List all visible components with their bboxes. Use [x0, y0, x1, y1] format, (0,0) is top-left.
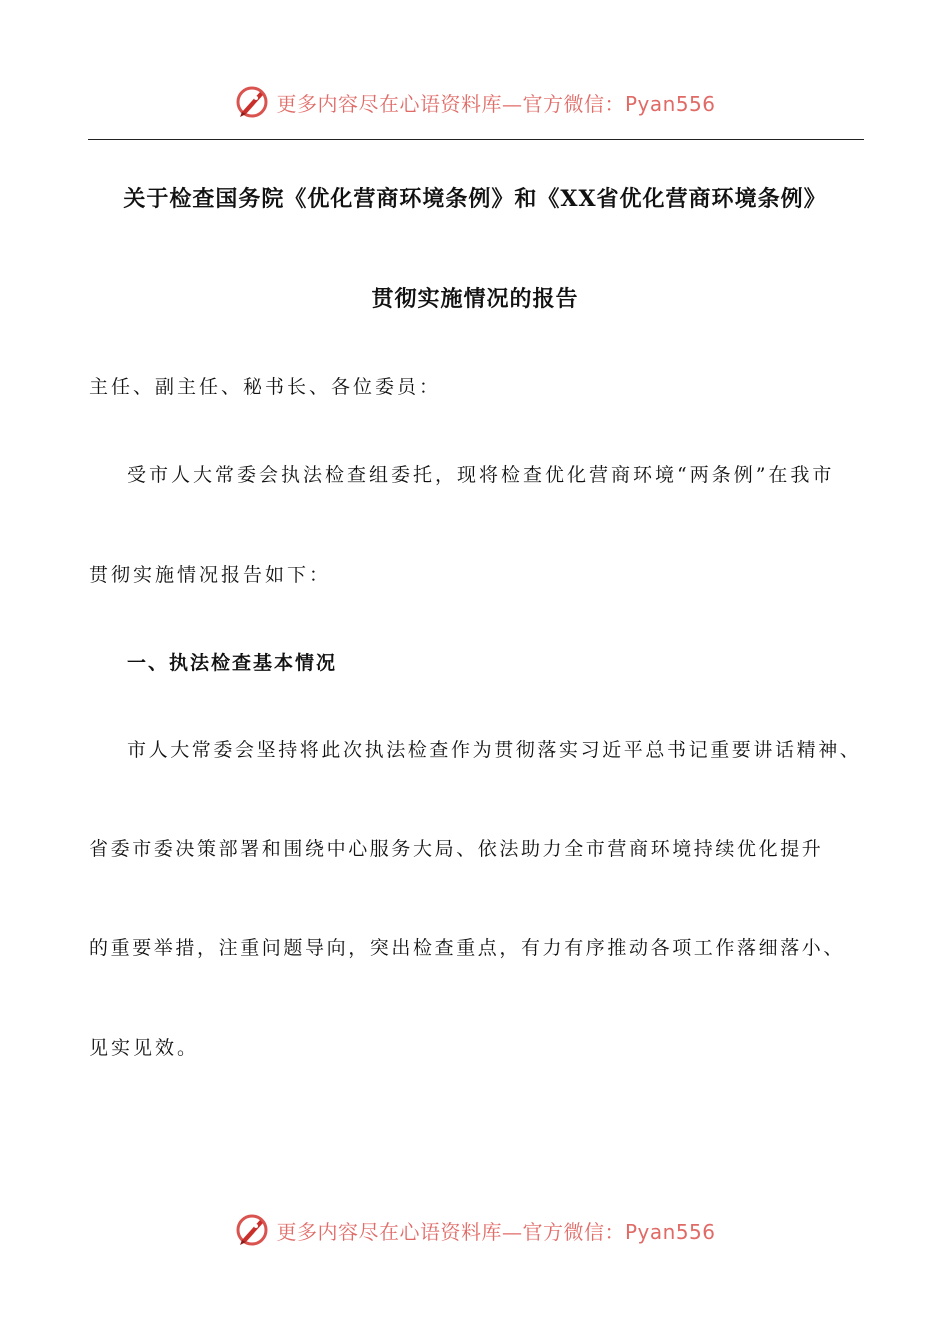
footer-banner-text: 更多内容尽在心语资料库—官方微信：Pyan556: [276, 1219, 716, 1244]
salutation: 主任、副主任、秘书长、各位委员：: [89, 376, 442, 398]
footer-wechat-id: Pyan556: [624, 1219, 716, 1244]
header-banner: [0, 80, 950, 124]
paragraph-2-line-2: 省委市委决策部署和围绕中心服务大局、依法助力全市营商环境持续优化提升: [89, 838, 824, 860]
paragraph-2-line-3: 的重要举措，注重问题导向，突出检查重点，有力有序推动各项工作落细落小、: [89, 937, 846, 959]
paragraph-2-line-1: 市人大常委会坚持将此次执法检查作为贯彻落实习近平总书记重要讲话精神、: [127, 739, 862, 761]
document-title-line-1: 关于检查国务院《优化营商环境条例》和《XX省优化营商环境条例》: [123, 186, 827, 212]
header-divider: [88, 139, 864, 140]
header-wechat-id: Pyan556: [624, 91, 716, 116]
paragraph-2-line-4: 见实见效。: [89, 1037, 200, 1059]
pen-nib-logo-icon: [234, 84, 270, 120]
document-title-line-2: 贯彻实施情况的报告: [371, 286, 579, 312]
paragraph-1-line-1: 受市人大常委会执法检查组委托，现将检查优化营商环境“两条例”在我市: [127, 464, 835, 486]
footer-banner: [0, 1208, 950, 1252]
header-banner-text: 更多内容尽在心语资料库—官方微信：Pyan556: [276, 91, 716, 116]
pen-nib-logo-icon: [234, 1212, 270, 1248]
section-1-heading: 一、执法检查基本情况: [127, 652, 338, 674]
paragraph-1-line-2: 贯彻实施情况报告如下：: [89, 564, 332, 586]
